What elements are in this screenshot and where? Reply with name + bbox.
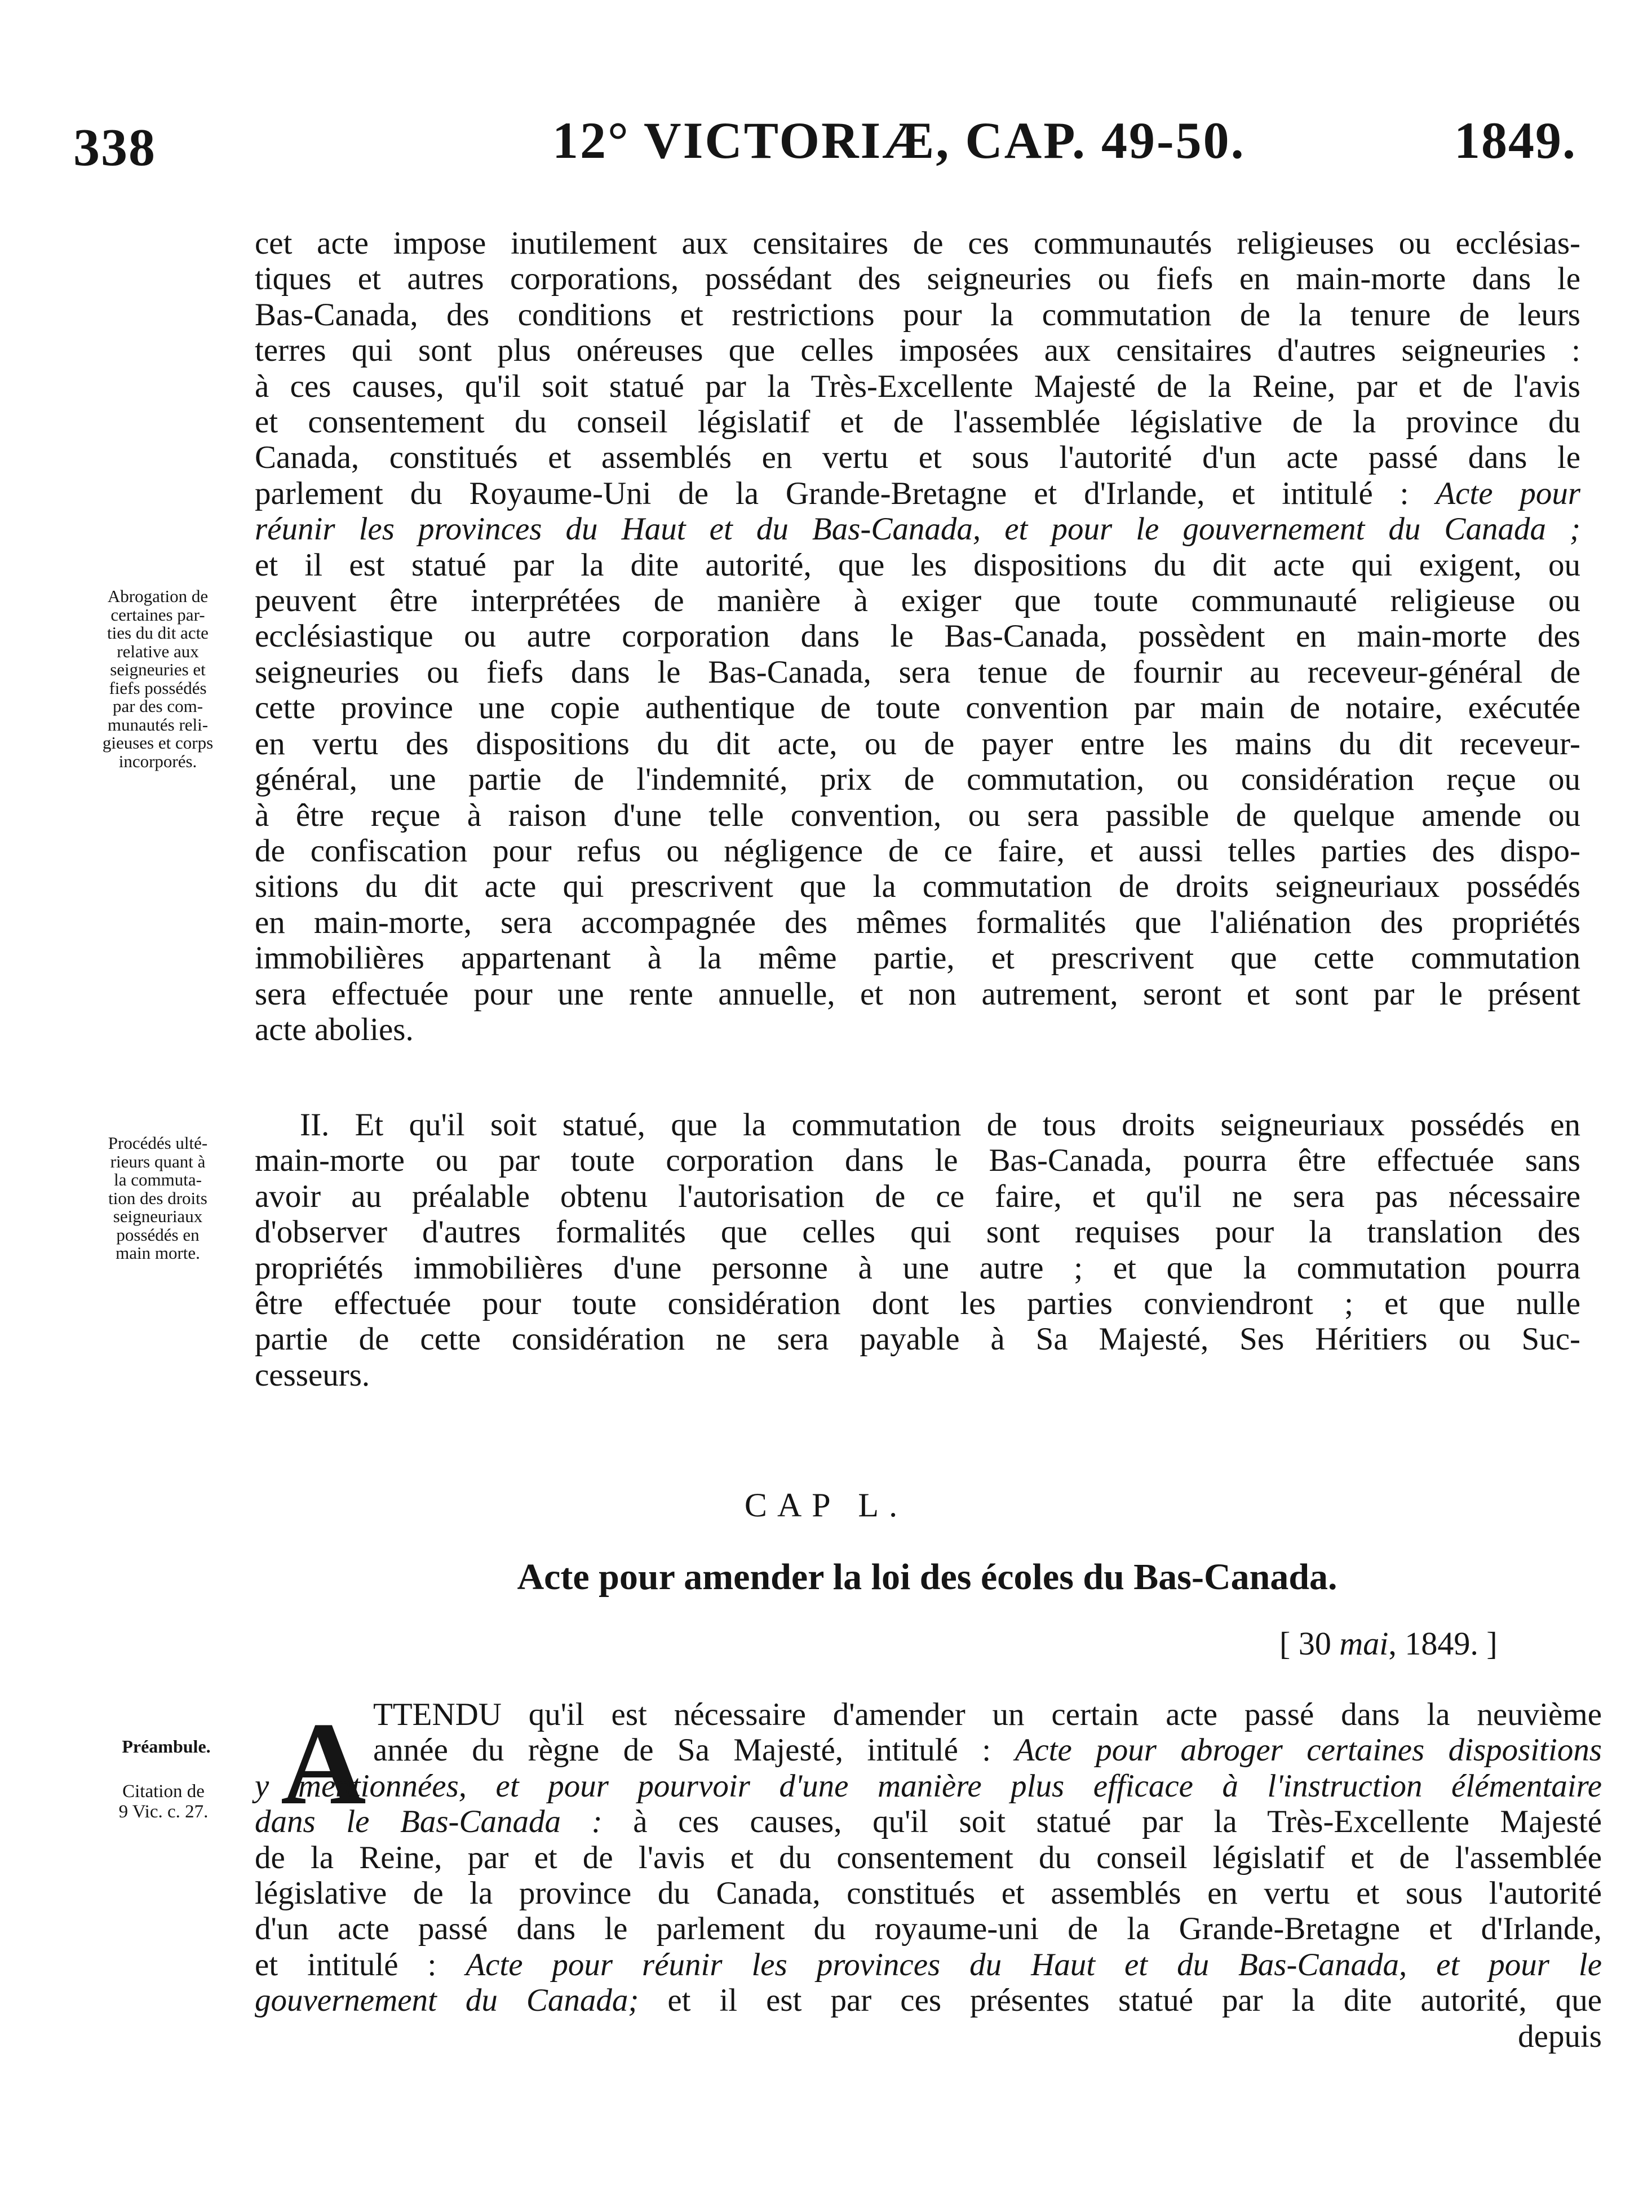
text-segment: année du règne de Sa Majesté, intitulé : — [373, 1732, 1015, 1768]
drop-cap: A — [281, 1698, 366, 1829]
text-line: sera effectuée pour une rente annuelle, et non autrement, seront et sont par le présent — [255, 976, 1580, 1012]
running-title: 12° VICTORIÆ, CAP. 49-50. — [552, 112, 1246, 169]
italic-act-title: Acte pour — [1436, 475, 1581, 511]
text-segment: et il est par ces présentes statué par la dite autorité, que — [639, 1983, 1602, 2019]
text-segment: et intitulé : — [255, 1946, 466, 1983]
margin-note-line: relative aux — [117, 641, 199, 661]
text-line — [255, 1947, 1602, 1983]
act-date — [1279, 1625, 1498, 1662]
catchword: depuis — [1518, 2018, 1602, 2054]
text-line: propriétés immobilières d'une personne à une autre ; et que la commutation pourra — [255, 1250, 1580, 1286]
text-line: seigneuries ou fiefs dans le Bas-Canada, sera tenue de fournir au receveur-général de — [255, 654, 1580, 690]
margin-note-line: la commuta- — [114, 1170, 202, 1189]
margin-note-line: Citation de — [122, 1781, 205, 1802]
margin-note-line: tion des droits — [108, 1188, 207, 1208]
text-line: en vertu des dispositions du dit acte, ou de payer entre les mains du dit receveur- — [255, 725, 1580, 762]
italic-act-title: dans le Bas-Canada : — [255, 1804, 603, 1840]
date-month: mai — [1339, 1625, 1389, 1662]
italic-act-title: Acte pour abroger certaines dispositions — [1015, 1732, 1602, 1768]
text-line: cesseurs. — [255, 1357, 370, 1393]
margin-note-procedes — [79, 1134, 237, 1263]
margin-note-line: ties du dit acte — [107, 623, 209, 643]
italic-act-title: Acte pour réunir les provinces du Haut et du Bas-Canada, et pour le — [466, 1946, 1602, 1983]
text-line: immobilières appartenant à la même partie, et prescrivent que cette commutation — [255, 940, 1580, 976]
margin-note-preambule: Préambule. — [122, 1736, 211, 1757]
page-number: 338 — [73, 118, 156, 177]
text-line — [255, 1983, 1602, 2018]
text-line: cet acte impose inutilement aux censitaires de ces communautés religieuses ou ecclésias- — [255, 225, 1580, 261]
margin-note-line: main morte. — [116, 1243, 200, 1263]
margin-note-line: rieurs quant à — [110, 1151, 206, 1171]
text-line: à ces causes, qu'il soit statué par la Très-Excellente Majesté de la Reine, par et de l'avis — [255, 368, 1580, 404]
text-line — [255, 1732, 1602, 1768]
margin-note-line: Abrogation de — [107, 586, 209, 606]
text-line: de la Reine, par et de l'avis et du consentement du conseil législatif et de l'assemblée — [255, 1839, 1602, 1875]
preamble-paragraph — [255, 1697, 1602, 2054]
text-line: main-morte ou par toute corporation dans le Bas-Canada, pourra être effectuée sans — [255, 1143, 1580, 1179]
header-year: 1849. — [1454, 112, 1576, 169]
text-line: cette province une copie authentique de toute convention par main de notaire, exécutée — [255, 690, 1580, 726]
text-line: à être reçue à raison d'une telle convention, ou sera passible de quelque amende ou — [255, 797, 1580, 833]
margin-note-line: munautés reli- — [107, 714, 209, 735]
text-line: terres qui sont plus onéreuses que celles imposées aux censitaires d'autres seigneuries : — [255, 333, 1580, 369]
text-line: sitions du dit acte qui prescrivent que la commutation de droits seigneuriaux possédés — [255, 869, 1580, 905]
text-line: Bas-Canada, des conditions et restrictions pour la commutation de la tenure de leurs — [255, 297, 1580, 333]
text-line: en main-morte, sera accompagnée des mêmes formalités que l'aliénation des propriétés — [255, 904, 1580, 940]
text-line: Canada, constitués et assemblés en vertu et sous l'autorité d'un acte passé dans le — [255, 440, 1580, 476]
margin-note-line: possédés en — [116, 1224, 200, 1245]
margin-note-abrogation — [79, 587, 237, 771]
text-line: d'un acte passé dans le parlement du royaume-uni de la Grande-Bretagne et d'Irlande, — [255, 1911, 1602, 1947]
text-line: tiques et autres corporations, possédant des seigneuries ou fiefs en main-morte dans le — [255, 261, 1580, 297]
text-line — [255, 476, 1580, 511]
text-line: ecclésiastique ou autre corporation dans le Bas-Canada, possèdent en main-morte des — [255, 618, 1580, 654]
text-line: et il est statué par la dite autorité, que les dispositions du dit acte qui exigent, ou — [255, 547, 1580, 583]
act-title: Acte pour amender la loi des écoles du Bas-Canada. — [517, 1556, 1337, 1598]
text-line: II. Et qu'il soit statué, que la commutation de tous droits seigneuriaux possédés en — [300, 1107, 1580, 1143]
text-line: être effectuée pour toute considération dont les parties conviendront ; et que nulle — [255, 1286, 1580, 1322]
italic-act-title: gouvernement du Canada; — [255, 1983, 639, 2019]
section-two-paragraph — [255, 1107, 1580, 1393]
text-line: législative de la province du Canada, constitués et assemblés en vertu et sous l'autorité — [255, 1875, 1602, 1912]
text-line — [255, 1804, 1602, 1839]
margin-note-line: par des com- — [112, 696, 203, 716]
margin-note-line: seigneuries et — [110, 660, 206, 679]
date-close: , 1849. ] — [1388, 1625, 1498, 1662]
margin-note-line: seigneuriaux — [113, 1206, 203, 1226]
margin-note-line: Procédés ulté- — [108, 1133, 208, 1153]
text-line: et consentement du conseil législatif et de l'assemblée législative de la province du — [255, 404, 1580, 440]
text-line: général, une partie de l'indemnité, prix de commutation, ou considération reçue ou — [255, 762, 1580, 798]
text-segment: parlement du Royaume-Uni de la Grande-Bretagne et d'Irlande, et intitulé : — [255, 475, 1436, 511]
text-line: de confiscation pour refus ou négligence de ce faire, et aussi telles parties des dispo- — [255, 833, 1580, 869]
text-line: peuvent être interprétées de manière à exiger que toute communauté religieuse ou — [255, 583, 1580, 619]
continuation-paragraph — [255, 225, 1580, 1047]
text-line: d'observer d'autres formalités que celles qui sont requises pour la translation des — [255, 1214, 1580, 1250]
text-line: avoir au préalable obtenu l'autorisation de ce faire, et qu'il ne sera pas nécessaire — [255, 1178, 1580, 1214]
margin-note-line: 9 Vic. c. 27. — [118, 1802, 209, 1822]
italic-act-title: y mentionnées, et pour pourvoir d'une manière plus efficace à l'instruction élémentaire — [255, 1768, 1602, 1804]
text-line: TTENDU qu'il est nécessaire d'amender un certain acte passé dans la neuvième — [373, 1697, 1602, 1732]
margin-note-line: incorporés. — [118, 751, 197, 771]
text-segment: à ces causes, qu'il soit statué par la Très-Excellente Majesté — [602, 1804, 1602, 1840]
margin-note-line: fiefs possédés — [109, 678, 207, 698]
text-line: acte abolies. — [255, 1011, 414, 1047]
margin-note-citation — [93, 1781, 234, 1822]
chapter-heading: CAP L. — [744, 1487, 908, 1524]
margin-note-line: gieuses et corps — [102, 733, 214, 753]
date-open: [ 30 — [1279, 1625, 1340, 1662]
margin-note-line: certaines par- — [110, 604, 205, 625]
italic-act-title: réunir les provinces du Haut et du Bas-Canada, et pour le gouvernement du Canada ; — [255, 511, 1580, 547]
text-line: partie de cette considération ne sera payable à Sa Majesté, Ses Héritiers ou Suc- — [255, 1321, 1580, 1357]
